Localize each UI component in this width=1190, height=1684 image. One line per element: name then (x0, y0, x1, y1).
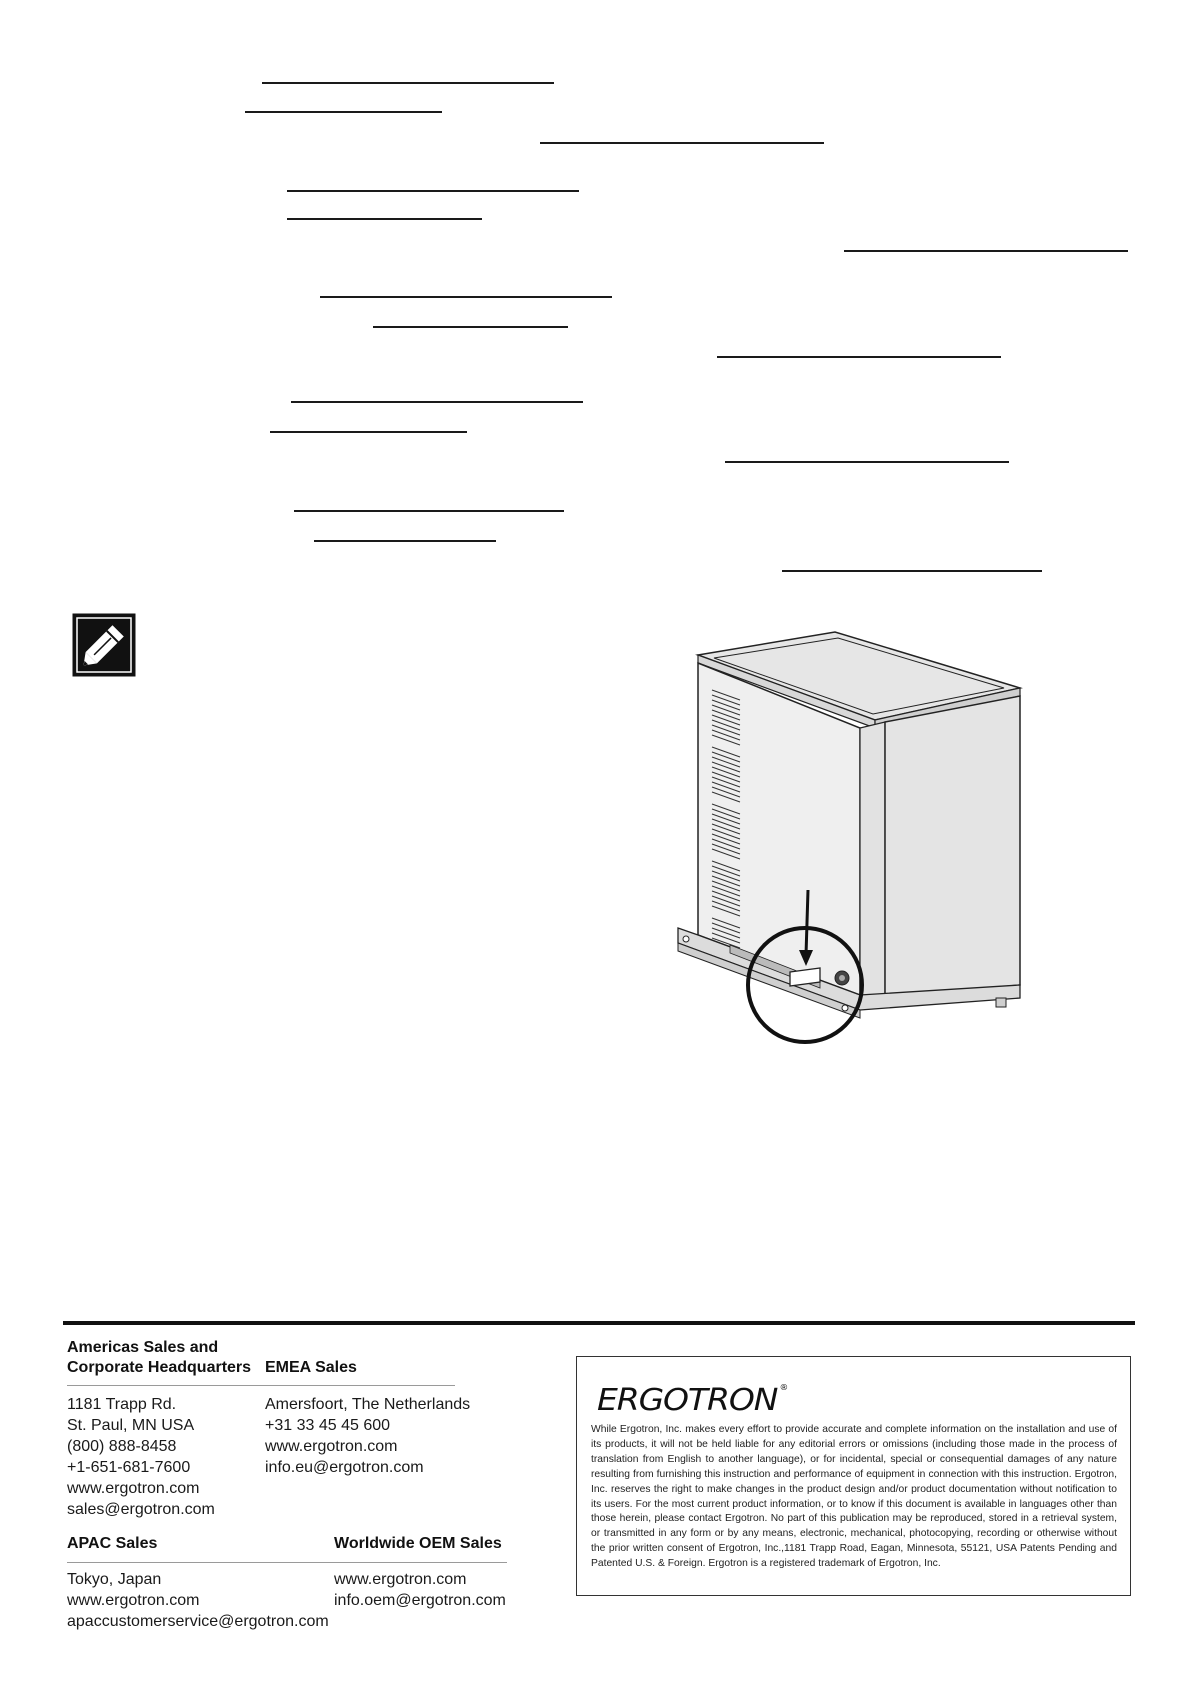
logo-text: ERGOTRON (597, 1383, 778, 1418)
blank-line-11 (270, 431, 467, 433)
disclaimer-text: While Ergotron, Inc. makes every effort to provide accurate and complete information on the installation and use of its products, it will not be held liable for any editorial errors or omissions (including those made in the process of translation from English to another language), or for incidental, special or consequential damages of any nature resulting from furnishing this instruction and performance of equipment in connection with this instruction. Ergotron, Inc. reserves the right to make changes in the product design and/or product documentation without notification to its users. For the most current product information, or to know if this document is available in languages other than those herein, please contact Ergotron. No part of this publication may be reproduced, stored in a retrieval system, or transmitted in any form or by any means, electronic, mechanical, photocopying, recording or otherwise without the prior written consent of Ergotron, Inc.,1181 Trapp Road, Eagan, Minnesota, 55121, USA Patents Pending and Patented U.S. & Foreign. Ergotron is a registered trademark of Ergotron, Inc. (591, 1424, 1117, 1570)
footer-rule (63, 1321, 1135, 1325)
apac-city: Tokyo, Japan (67, 1571, 162, 1588)
blank-line-10 (291, 401, 583, 403)
americas-address: 1181 Trapp Rd. (67, 1396, 177, 1413)
emea-city: Amersfoort, The Netherlands (265, 1396, 471, 1413)
emea-email-link[interactable]: info.eu@ergotron.com (265, 1459, 424, 1476)
oem-heading: Worldwide OEM Sales (334, 1535, 502, 1552)
americas-sales-block (67, 1338, 251, 1378)
blank-line-2 (245, 111, 442, 113)
emea-heading: EMEA Sales (265, 1359, 357, 1376)
blank-line-5 (287, 218, 482, 220)
oem-email-link[interactable]: info.oem@ergotron.com (334, 1592, 506, 1609)
apac-email-link[interactable]: apaccustomerservice@ergotron.com (67, 1613, 329, 1630)
apac-oem-divider (67, 1562, 507, 1563)
apac-heading: APAC Sales (67, 1535, 158, 1552)
blank-line-6 (844, 250, 1128, 252)
apac-sales-block (67, 1534, 157, 1554)
americas-phone: +1-651-681-7600 (67, 1459, 191, 1476)
blank-line-9 (717, 356, 1001, 358)
oem-contact-lines (334, 1569, 506, 1611)
blank-line-13 (294, 510, 564, 512)
charging-cart-illustration (670, 600, 1030, 1060)
americas-email-link[interactable]: sales@ergotron.com (67, 1501, 215, 1518)
oem-sales-block (334, 1534, 502, 1554)
blank-line-15 (782, 570, 1042, 572)
oem-website-link[interactable]: www.ergotron.com (334, 1571, 467, 1588)
blank-line-4 (287, 190, 579, 192)
emea-sales-block (265, 1358, 357, 1378)
emea-website-link[interactable]: www.ergotron.com (265, 1438, 398, 1455)
americas-heading-line1: Americas Sales and (67, 1339, 219, 1356)
blank-line-1 (262, 82, 554, 84)
emea-phone: +31 33 45 45 600 (265, 1417, 391, 1434)
americas-contact-lines (67, 1394, 215, 1520)
americas-heading-line2: Corporate Headquarters (67, 1359, 252, 1376)
ergotron-logo (597, 1383, 787, 1418)
americas-city: St. Paul, MN USA (67, 1417, 195, 1434)
blank-line-8 (373, 326, 568, 328)
registered-mark: ® (779, 1383, 788, 1392)
americas-emea-divider (67, 1385, 455, 1386)
emea-contact-lines (265, 1394, 470, 1478)
blank-line-3 (540, 142, 824, 144)
blank-line-12 (725, 461, 1009, 463)
apac-website-link[interactable]: www.ergotron.com (67, 1592, 200, 1609)
americas-website-link[interactable]: www.ergotron.com (67, 1480, 200, 1497)
pencil-note-icon (72, 613, 136, 677)
disclaimer-box (576, 1356, 1131, 1596)
blank-line-7 (320, 296, 612, 298)
americas-phone-tollfree: (800) 888-8458 (67, 1438, 177, 1455)
apac-contact-lines (67, 1569, 329, 1632)
blank-line-14 (314, 540, 496, 542)
